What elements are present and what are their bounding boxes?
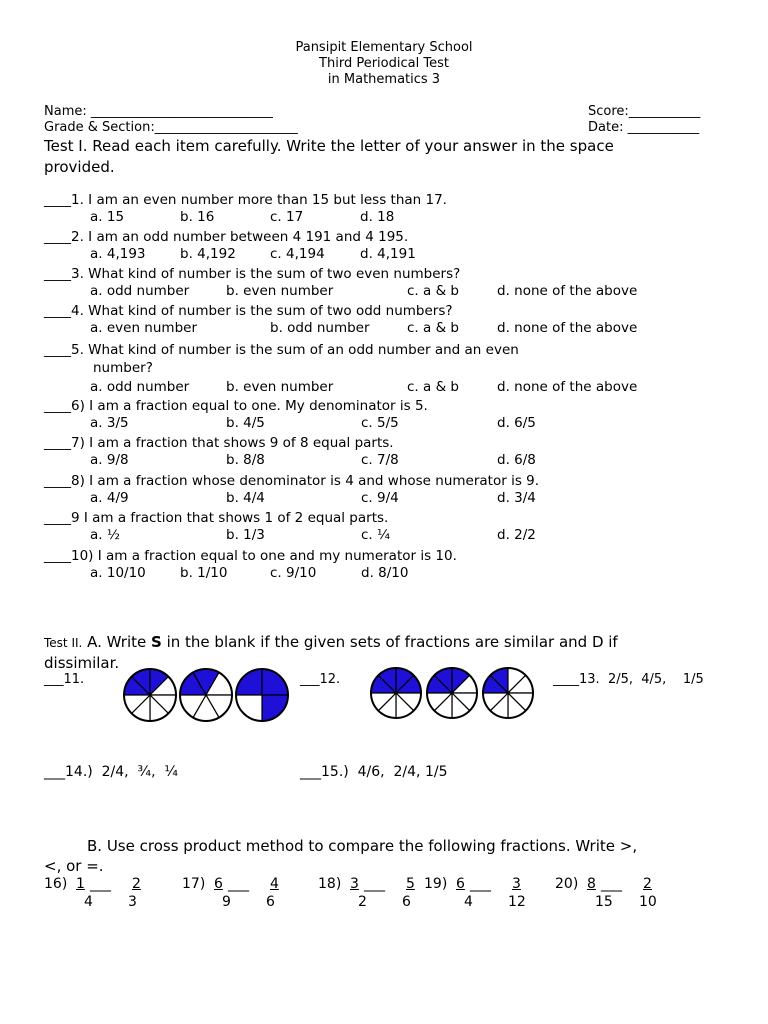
choice-3-a[interactable]: a. odd number — [90, 283, 190, 299]
compare-answer-blank[interactable]: ___ — [90, 876, 111, 892]
compare-numerator-left: 3 — [350, 876, 359, 892]
choice-10-c[interactable]: c. 9/10 — [270, 565, 317, 581]
date-field[interactable]: Date: ___________ — [588, 120, 700, 135]
compare-label-20: 20) — [555, 876, 579, 892]
choice-9-c[interactable]: c. ¼ — [361, 527, 391, 543]
fraction-circle-11-1 — [124, 669, 176, 721]
school-name: Pansipit Elementary School — [295, 40, 473, 55]
compare-denominator-right: 10 — [639, 894, 657, 910]
choice-3-c[interactable]: c. a & b — [407, 283, 459, 299]
choice-8-d[interactable]: d. 3/4 — [497, 490, 536, 506]
choice-7-d[interactable]: d. 6/8 — [497, 452, 536, 468]
test1-instruction-cont: provided. — [44, 158, 115, 176]
choice-9-d[interactable]: d. 2/2 — [497, 527, 536, 543]
compare-numerator-left: 8 — [587, 876, 596, 892]
fraction-circles — [0, 665, 768, 745]
choice-4-b[interactable]: b. odd number — [270, 320, 370, 336]
compare-denominator-right: 6 — [266, 894, 275, 910]
compare-numerator-right: 3 — [512, 876, 521, 892]
question-3[interactable]: ____3. What kind of number is the sum of two even numbers? — [44, 266, 461, 282]
question-7[interactable]: ____7) I am a fraction that shows 9 of 8 equal parts. — [44, 435, 394, 451]
compare-numerator-left: 6 — [456, 876, 465, 892]
question-10[interactable]: ____10) I am a fraction equal to one and my numerator is 10. — [44, 548, 457, 564]
item11-blank[interactable]: ___11. — [44, 672, 85, 687]
choice-4-c[interactable]: c. a & b — [407, 320, 459, 336]
compare-denominator-left: 4 — [464, 894, 473, 910]
compare-denominator-right: 12 — [508, 894, 526, 910]
compare-answer-blank[interactable]: ___ — [364, 876, 385, 892]
compare-denominator-left: 15 — [595, 894, 613, 910]
choice-6-b[interactable]: b. 4/5 — [226, 415, 265, 431]
subject-title: in Mathematics 3 — [327, 72, 441, 87]
compare-denominator-right: 6 — [402, 894, 411, 910]
name-field[interactable]: Name: ____________________________ — [44, 104, 273, 119]
compare-denominator-left: 4 — [84, 894, 93, 910]
choice-1-b[interactable]: b. 16 — [180, 209, 215, 225]
compare-label-17: 17) — [182, 876, 206, 892]
question-5-cont: number? — [93, 360, 153, 376]
item15[interactable]: ___15.) 4/6, 2/4, 1/5 — [300, 764, 448, 780]
choice-5-d[interactable]: d. none of the above — [497, 379, 638, 395]
compare-denominator-right: 3 — [128, 894, 137, 910]
grade-section-field[interactable]: Grade & Section:______________________ — [44, 120, 298, 135]
choice-6-c[interactable]: c. 5/5 — [361, 415, 399, 431]
item14[interactable]: ___14.) 2/4, ¾, ¼ — [44, 764, 178, 780]
choice-10-d[interactable]: d. 8/10 — [361, 565, 409, 581]
compare-numerator-left: 1 — [76, 876, 85, 892]
compare-answer-blank[interactable]: ___ — [601, 876, 622, 892]
choice-5-b[interactable]: b. even number — [226, 379, 334, 395]
choice-9-a[interactable]: a. ½ — [90, 527, 120, 543]
score-field[interactable]: Score:___________ — [588, 104, 701, 119]
compare-numerator-right: 4 — [270, 876, 279, 892]
compare-numerator-left: 6 — [214, 876, 223, 892]
choice-6-d[interactable]: d. 6/5 — [497, 415, 536, 431]
compare-label-18: 18) — [318, 876, 342, 892]
fraction-circle-11-3 — [236, 669, 288, 721]
question-9[interactable]: ____9 I am a fraction that shows 1 of 2 equal parts. — [44, 510, 389, 526]
choice-10-a[interactable]: a. 10/10 — [90, 565, 146, 581]
choice-8-b[interactable]: b. 4/4 — [226, 490, 265, 506]
compare-answer-blank[interactable]: ___ — [470, 876, 491, 892]
choice-8-c[interactable]: c. 9/4 — [361, 490, 399, 506]
fraction-circle-12-3 — [483, 668, 533, 718]
question-2[interactable]: ____2. I am an odd number between 4 191 and 4 195. — [44, 229, 409, 245]
choice-2-d[interactable]: d. 4,191 — [360, 246, 416, 262]
question-4[interactable]: ____4. What kind of number is the sum of two odd numbers? — [44, 303, 453, 319]
choice-6-a[interactable]: a. 3/5 — [90, 415, 129, 431]
compare-numerator-right: 5 — [406, 876, 415, 892]
choice-4-d[interactable]: d. none of the above — [497, 320, 638, 336]
test-title: Third Periodical Test — [319, 56, 449, 71]
choice-3-b[interactable]: b. even number — [226, 283, 334, 299]
choice-2-c[interactable]: c. 4,194 — [270, 246, 325, 262]
fraction-circle-12-1 — [371, 668, 421, 718]
choice-2-a[interactable]: a. 4,193 — [90, 246, 146, 262]
part-b-instruction: B. Use cross product method to compare the following fractions. Write >, — [87, 837, 638, 855]
choice-10-b[interactable]: b. 1/10 — [180, 565, 228, 581]
compare-answer-blank[interactable]: ___ — [228, 876, 249, 892]
fraction-circle-11-2 — [180, 669, 232, 721]
test2-instruction-cont: dissimilar. — [44, 654, 120, 672]
compare-label-19: 19) — [424, 876, 448, 892]
test2-instruction: Test II. A. Write S in the blank if the given sets of fractions are similar and D if — [44, 633, 618, 651]
question-6[interactable]: ____6) I am a fraction equal to one. My denominator is 5. — [44, 398, 428, 414]
question-8[interactable]: ____8) I am a fraction whose denominator is 4 and whose numerator is 9. — [44, 473, 540, 489]
test1-instruction: Test I. Read each item carefully. Write the letter of your answer in the space — [44, 137, 614, 155]
choice-5-a[interactable]: a. odd number — [90, 379, 190, 395]
question-5[interactable]: ____5. What kind of number is the sum of an odd number and an even — [44, 342, 519, 358]
choice-3-d[interactable]: d. none of the above — [497, 283, 638, 299]
choice-1-a[interactable]: a. 15 — [90, 209, 125, 225]
compare-denominator-left: 9 — [222, 894, 231, 910]
item13[interactable]: ____13. 2/5, 4/5, 1/5 — [553, 672, 704, 687]
compare-numerator-right: 2 — [132, 876, 141, 892]
choice-7-b[interactable]: b. 8/8 — [226, 452, 265, 468]
choice-7-c[interactable]: c. 7/8 — [361, 452, 399, 468]
part-b-instruction-cont: <, or =. — [44, 857, 104, 875]
choice-2-b[interactable]: b. 4,192 — [180, 246, 236, 262]
choice-4-a[interactable]: a. even number — [90, 320, 197, 336]
compare-label-16: 16) — [44, 876, 68, 892]
choice-1-d[interactable]: d. 18 — [360, 209, 395, 225]
item12-blank[interactable]: ___12. — [300, 672, 341, 687]
compare-numerator-right: 2 — [643, 876, 652, 892]
choice-5-c[interactable]: c. a & b — [407, 379, 459, 395]
question-1[interactable]: ____1. I am an even number more than 15 but less than 17. — [44, 192, 447, 208]
choice-1-c[interactable]: c. 17 — [270, 209, 304, 225]
compare-denominator-left: 2 — [358, 894, 367, 910]
choice-9-b[interactable]: b. 1/3 — [226, 527, 265, 543]
choice-7-a[interactable]: a. 9/8 — [90, 452, 129, 468]
choice-8-a[interactable]: a. 4/9 — [90, 490, 129, 506]
fraction-circle-12-2 — [427, 668, 477, 718]
